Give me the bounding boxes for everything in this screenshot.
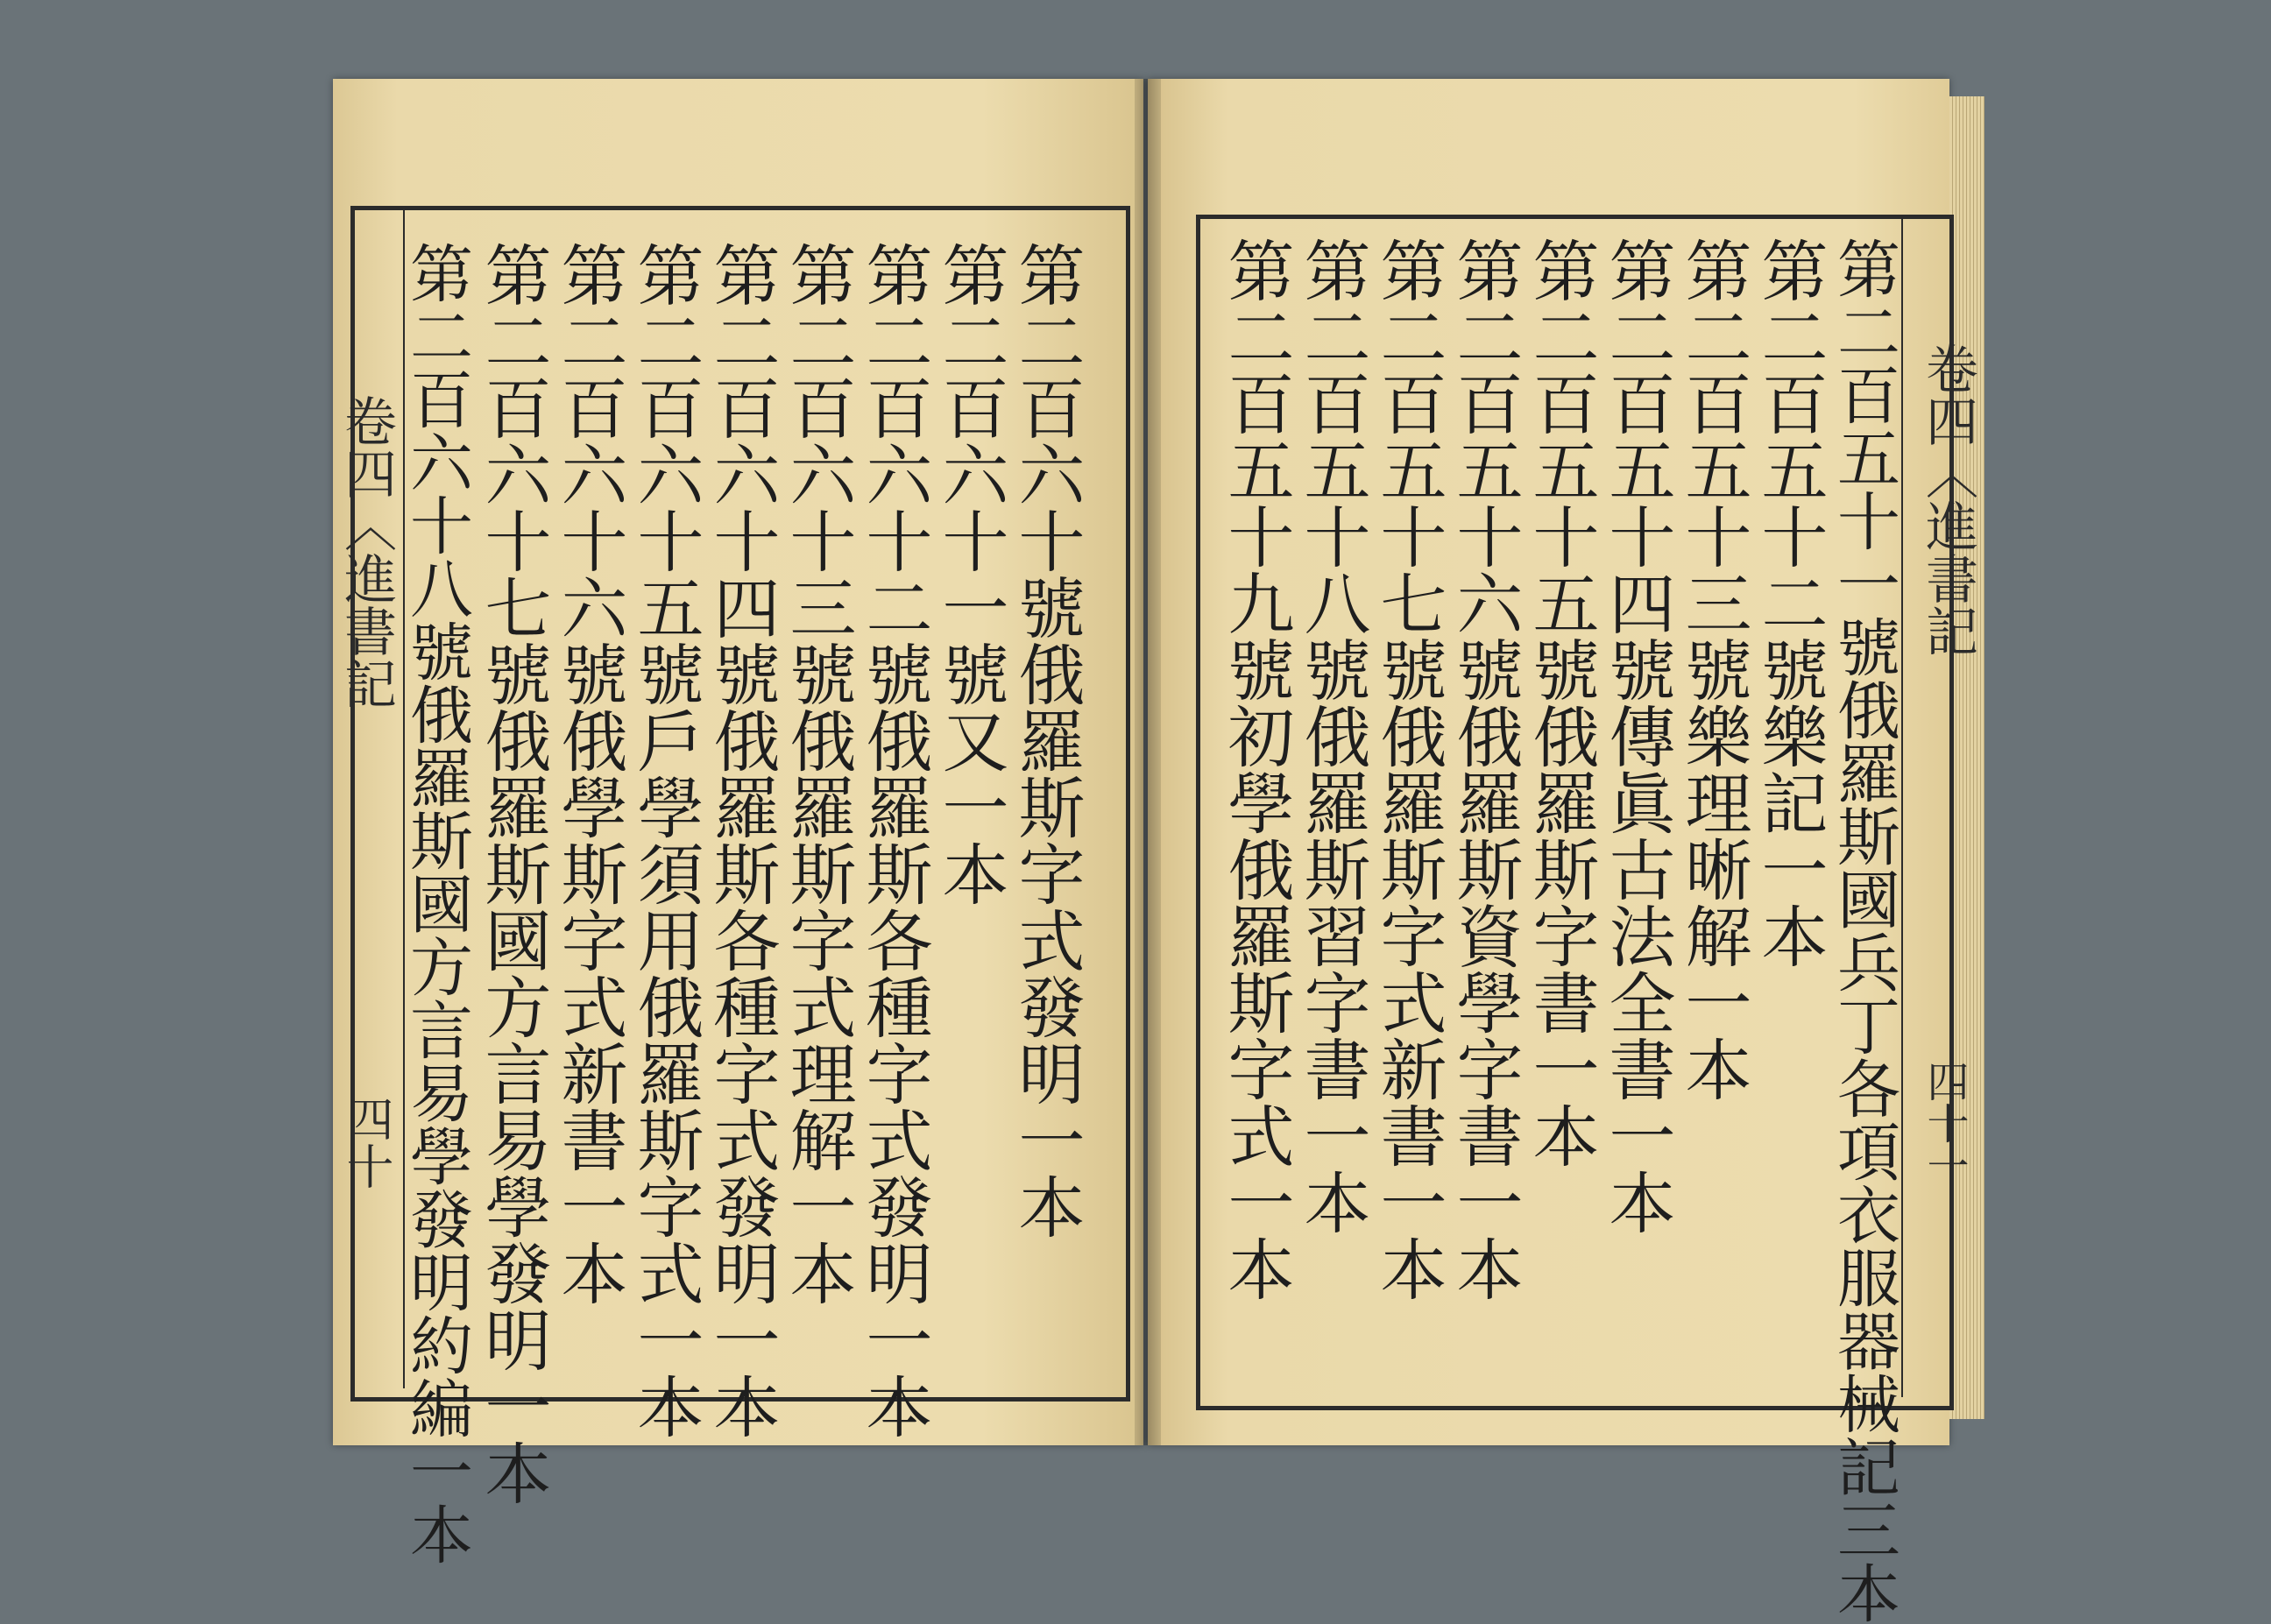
- left-column-4: 第二百六十三號俄羅斯字式理解一本: [779, 241, 857, 1306]
- right-margin-title: 卷四〈進書記: [1917, 342, 1978, 657]
- right-column-7: 第二百五十七號俄羅斯字式新書一本: [1369, 237, 1447, 1302]
- left-margin-page-number: 四十: [339, 1095, 394, 1190]
- right-fold-line: [1901, 219, 1903, 1397]
- right-column-3: 第二百五十三號樂理晰解一本: [1674, 237, 1752, 1102]
- right-column-4: 第二百五十四號傳眞古法全書一本: [1598, 237, 1676, 1235]
- left-column-7: 第二百六十六號俄學斯字式新書一本: [550, 241, 628, 1306]
- left-column-6: 第二百六十五號戶學須用俄羅斯字式一本: [626, 241, 704, 1439]
- left-column-2: 第二百六十一號又一本: [931, 241, 1009, 907]
- right-column-8: 第二百五十八號俄羅斯習字書一本: [1293, 237, 1371, 1235]
- right-margin-page-number: 四十一: [1920, 1060, 1969, 1186]
- left-column-1: 第二百六十號俄羅斯字式發明一本: [1008, 241, 1086, 1239]
- book-spine: [1135, 79, 1161, 1445]
- left-column-5: 第二百六十四號俄羅斯各種字式發明一本: [703, 241, 781, 1439]
- right-column-5: 第二百五十五號俄羅斯字書一本: [1522, 237, 1600, 1169]
- open-book: [333, 79, 1998, 1624]
- left-column-8: 第二百六十七號俄羅斯國方言易學發明一本: [474, 241, 552, 1506]
- page-stack-edge: [1949, 96, 1984, 1419]
- right-column-9: 第二百五十九號初學俄羅斯字式一本: [1217, 237, 1295, 1302]
- left-column-9: 第二百六十八號俄羅斯國方言易學發明約編一本: [400, 241, 473, 1565]
- right-column-1: 第二百五十一號俄羅斯國兵丁各項衣服器械記三本: [1827, 237, 1900, 1624]
- left-column-3: 第二百六十二號俄羅斯各種字式發明一本: [855, 241, 933, 1439]
- right-column-6: 第二百五十六號俄羅斯資學字書一本: [1446, 237, 1524, 1302]
- right-column-2: 第二百五十二號樂記一本: [1751, 237, 1829, 969]
- left-margin-title: 卷四〈進書記: [336, 394, 397, 710]
